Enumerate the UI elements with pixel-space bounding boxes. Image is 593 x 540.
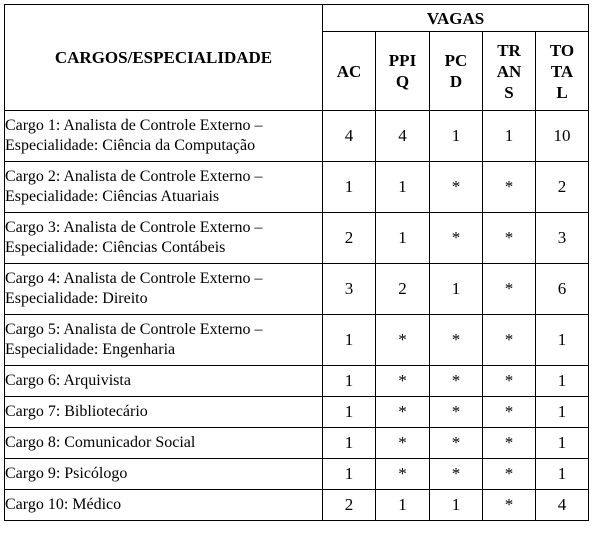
table-row	[5, 315, 589, 366]
cargo-line: Cargo 8: Comunicador Social	[5, 434, 196, 451]
cargo-line: Cargo 10: Médico	[5, 496, 122, 513]
cargos-header: CARGOS/ESPECIALIDADE	[5, 5, 323, 111]
value-cell-ac: 4	[323, 111, 376, 162]
value-cell-pcd: 1	[430, 111, 483, 162]
value-cell-trans: *	[483, 459, 536, 490]
value-cell-ppiq: 1	[376, 490, 430, 521]
column-header-total	[536, 32, 589, 111]
cargo-cell	[5, 264, 323, 315]
column-header-ac	[323, 32, 376, 111]
table-row	[5, 428, 589, 459]
value-cell-ppiq: 4	[376, 111, 430, 162]
value-cell-total: 2	[536, 162, 589, 213]
column-header-pcd	[430, 32, 483, 111]
cargo-cell	[5, 162, 323, 213]
vacancies-table	[4, 4, 589, 521]
column-header-line: TA	[550, 61, 574, 81]
column-header-line: AN	[496, 61, 522, 81]
cargo-line: Especialidade: Ciências Contábeis	[5, 239, 226, 256]
value-cell-trans: *	[483, 366, 536, 397]
table-row	[5, 213, 589, 264]
cargo-line: Cargo 9: Psicólogo	[5, 465, 128, 482]
cargo-cell	[5, 397, 323, 428]
table-row	[5, 264, 589, 315]
column-header-line: AC	[336, 61, 362, 81]
value-cell-ac: 1	[323, 162, 376, 213]
column-header-line: TO	[549, 40, 575, 60]
value-cell-total: 1	[536, 459, 589, 490]
cargo-line: Cargo 7: Bibliotecário	[5, 403, 148, 420]
value-cell-ppiq: 1	[376, 162, 430, 213]
table-row	[5, 162, 589, 213]
cargo-line: Cargo 1: Analista de Controle Externo –	[5, 117, 263, 134]
value-cell-ac: 1	[323, 397, 376, 428]
value-cell-trans: *	[483, 490, 536, 521]
value-cell-total: 1	[536, 397, 589, 428]
value-cell-pcd: *	[430, 428, 483, 459]
column-header-ppiq	[376, 32, 430, 111]
column-header-line: Q	[395, 72, 410, 91]
value-cell-ppiq: 2	[376, 264, 430, 315]
value-cell-total: 1	[536, 428, 589, 459]
cargo-cell	[5, 459, 323, 490]
value-cell-pcd: *	[430, 213, 483, 264]
table-row	[5, 366, 589, 397]
value-cell-trans: *	[483, 162, 536, 213]
cargo-cell	[5, 428, 323, 459]
vagas-header: VAGAS	[323, 5, 589, 32]
column-header-line: S	[504, 82, 514, 102]
cargo-line: Especialidade: Engenharia	[5, 341, 176, 358]
table-row	[5, 459, 589, 490]
value-cell-pcd: 1	[430, 264, 483, 315]
column-header-line: D	[449, 72, 463, 91]
value-cell-trans: 1	[483, 111, 536, 162]
cargo-cell	[5, 315, 323, 366]
cargo-cell	[5, 111, 323, 162]
value-cell-ppiq: 1	[376, 213, 430, 264]
value-cell-trans: *	[483, 428, 536, 459]
column-header-line: L	[556, 82, 568, 102]
column-header-trans	[483, 32, 536, 111]
value-cell-ac: 1	[323, 366, 376, 397]
column-header-line: PC	[444, 51, 468, 70]
value-cell-total: 1	[536, 366, 589, 397]
table-row	[5, 490, 589, 521]
value-cell-ac: 2	[323, 213, 376, 264]
table-row	[5, 397, 589, 428]
cargo-line: Especialidade: Ciências Atuariais	[5, 188, 220, 205]
value-cell-ppiq: *	[376, 397, 430, 428]
column-header-line: PPI	[388, 51, 417, 70]
value-cell-trans: *	[483, 397, 536, 428]
value-cell-trans: *	[483, 264, 536, 315]
value-cell-ac: 1	[323, 428, 376, 459]
value-cell-ac: 1	[323, 315, 376, 366]
value-cell-ac: 2	[323, 490, 376, 521]
value-cell-trans: *	[483, 213, 536, 264]
cargo-line: Cargo 4: Analista de Controle Externo –	[5, 270, 263, 287]
table-body	[5, 111, 589, 521]
value-cell-ppiq: *	[376, 459, 430, 490]
value-cell-total: 4	[536, 490, 589, 521]
value-cell-ppiq: *	[376, 366, 430, 397]
cargo-cell	[5, 213, 323, 264]
value-cell-pcd: *	[430, 162, 483, 213]
cargo-line: Cargo 3: Analista de Controle Externo –	[5, 219, 263, 236]
value-cell-pcd: *	[430, 459, 483, 490]
cargo-cell	[5, 366, 323, 397]
value-cell-ac: 1	[323, 459, 376, 490]
cargo-line: Cargo 2: Analista de Controle Externo –	[5, 168, 263, 185]
cargo-line: Especialidade: Ciência da Computação	[5, 137, 256, 154]
value-cell-total: 3	[536, 213, 589, 264]
value-cell-pcd: *	[430, 397, 483, 428]
cargo-cell	[5, 490, 323, 521]
value-cell-ppiq: *	[376, 428, 430, 459]
value-cell-ppiq: *	[376, 315, 430, 366]
value-cell-trans: *	[483, 315, 536, 366]
value-cell-total: 1	[536, 315, 589, 366]
cargo-line: Especialidade: Direito	[5, 290, 148, 307]
cargo-line: Cargo 5: Analista de Controle Externo –	[5, 321, 263, 338]
column-header-line: TR	[497, 40, 521, 60]
value-cell-pcd: 1	[430, 490, 483, 521]
table-row	[5, 111, 589, 162]
cargo-line: Cargo 6: Arquivista	[5, 372, 131, 389]
value-cell-total: 6	[536, 264, 589, 315]
value-cell-total: 10	[536, 111, 589, 162]
value-cell-pcd: *	[430, 315, 483, 366]
value-cell-ac: 3	[323, 264, 376, 315]
value-cell-pcd: *	[430, 366, 483, 397]
